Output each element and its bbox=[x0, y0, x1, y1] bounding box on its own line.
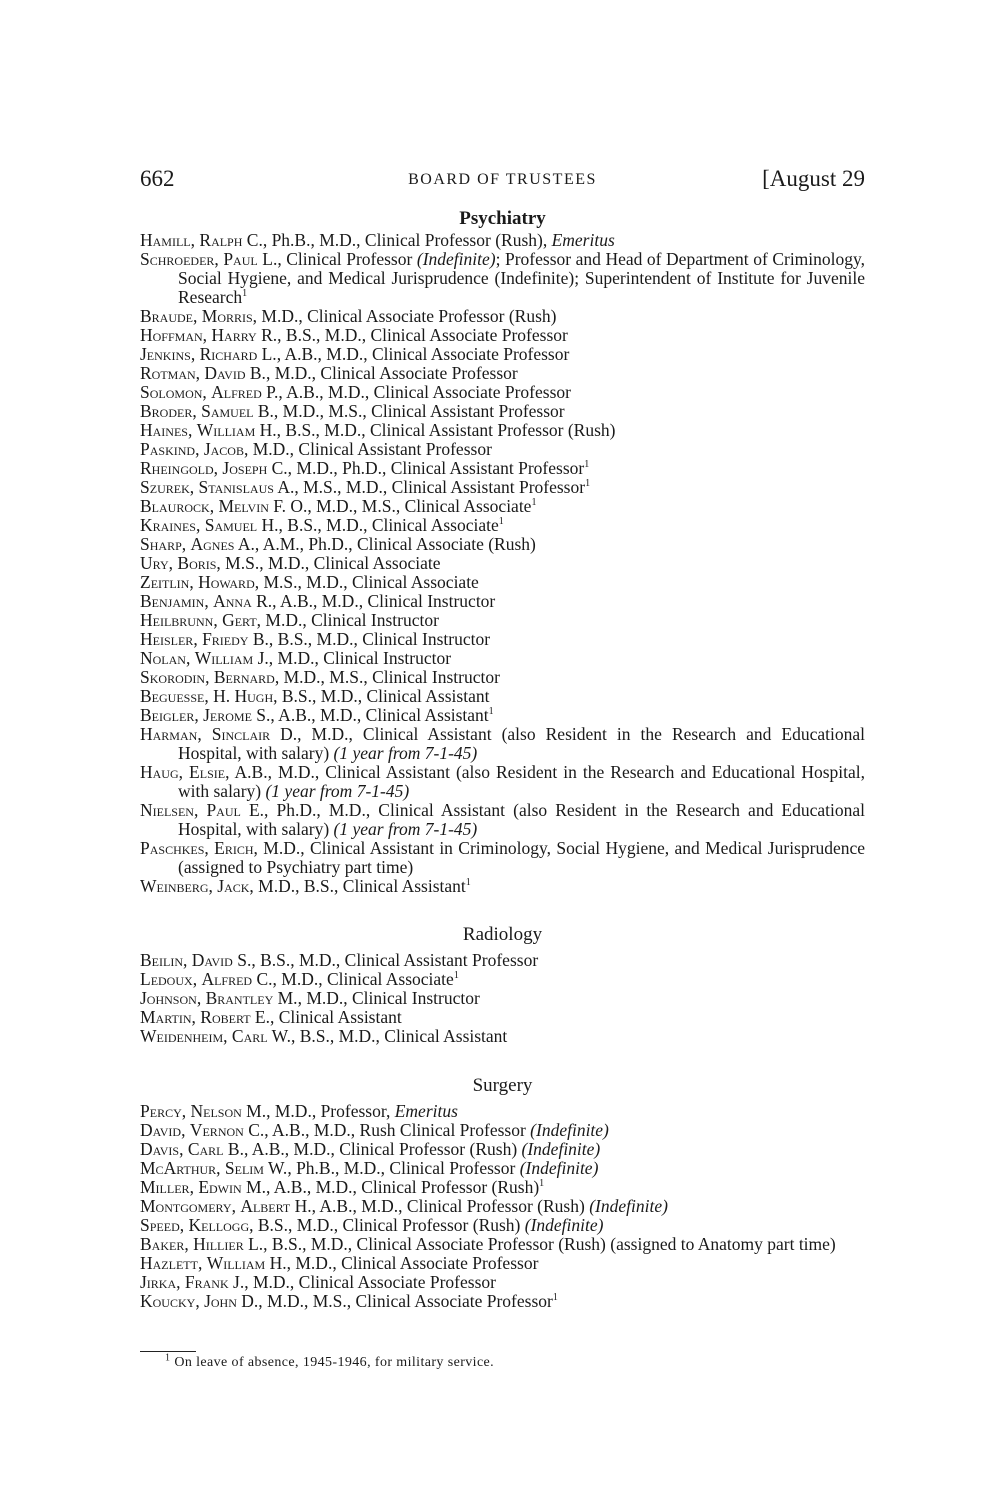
faculty-entry: Weinberg, Jack, M.D., B.S., Clinical Assistant$^1$ bbox=[140, 876, 471, 896]
faculty-entry: Miller, Edwin M., A.B., M.D., Clinical Professor (Rush)$^1$ bbox=[140, 1177, 545, 1197]
surname: Braude bbox=[140, 306, 194, 326]
page-header bbox=[140, 166, 865, 196]
given-name: Robert E. bbox=[200, 1007, 270, 1027]
entry-details: , B.S., M.D., Clinical Professor (Rush) bbox=[249, 1215, 525, 1235]
surname: Johnson bbox=[140, 988, 197, 1008]
footnote-ref: 1 bbox=[552, 1292, 558, 1304]
footnote-ref: 1 bbox=[242, 288, 248, 300]
entry-details: , A.B., M.D., Clinical Associate Professor bbox=[278, 382, 571, 402]
given-name: Vernon C. bbox=[189, 1120, 265, 1140]
faculty-entry: Szurek, Stanislaus A., M.S., M.D., Clinical Assistant Professor$^1$ bbox=[140, 477, 591, 497]
entry-details: , M.S., M.D., Clinical Assistant Professor bbox=[294, 477, 586, 497]
given-name: Carl B. bbox=[187, 1139, 244, 1159]
given-name: Alfred C. bbox=[201, 969, 273, 989]
faculty-entry: Haines, William H., B.S., M.D., Clinical Assistant Professor (Rush) bbox=[140, 420, 616, 440]
entry-details: , M.D., Clinical Associate Professor (Rush) bbox=[252, 306, 557, 326]
surname: Jenkins bbox=[140, 344, 191, 364]
given-name: John D. bbox=[204, 1291, 259, 1311]
surname: Paskind bbox=[140, 439, 196, 459]
entry-italic: (Indefinite) bbox=[524, 1215, 604, 1235]
surname: Percy bbox=[140, 1101, 182, 1121]
given-name: Jerome S. bbox=[203, 705, 271, 725]
entry-details: , A.M., Ph.D., Clinical Associate (Rush) bbox=[254, 534, 536, 554]
surname: Hazlett bbox=[140, 1253, 198, 1273]
surname: Ledoux bbox=[140, 969, 193, 989]
surname: Zeitlin bbox=[140, 572, 190, 592]
entry-italic: Emeritus bbox=[394, 1101, 458, 1121]
surname: Rheingold bbox=[140, 458, 214, 478]
given-name: Joseph C. bbox=[222, 458, 288, 478]
entry-details: , A.B., M.D., Clinical Professor (Rush) bbox=[243, 1139, 522, 1159]
given-name: Kellogg bbox=[188, 1215, 250, 1235]
footnote bbox=[165, 1352, 495, 1371]
entry-details: , M.D., M.S., Clinical Assistant Professor bbox=[273, 401, 565, 421]
given-name: Selim W. bbox=[224, 1158, 288, 1178]
faculty-list bbox=[140, 1102, 865, 1311]
entry-details: , M.D., Clinical Instructor bbox=[268, 648, 452, 668]
entry-details: , B.S., M.D., Clinical Associate Professor (Rush) (assigned to Anatomy part time) bbox=[263, 1234, 836, 1254]
faculty-entry: Heilbrunn, Gert, M.D., Clinical Instructor bbox=[140, 610, 439, 630]
entry-details: , M.D., Clinical Assistant Professor bbox=[243, 439, 492, 459]
entry-details: , M.D., Clinical Assistant in Criminology, Social Hygiene, and Medical Jurisprudence (assigned to Psychiatry part time) bbox=[178, 838, 866, 877]
faculty-entry: Rotman, David B., M.D., Clinical Associate Professor bbox=[140, 363, 518, 383]
given-name: Jack bbox=[217, 876, 250, 896]
surname: Nolan bbox=[140, 648, 186, 668]
footnote-ref: 1 bbox=[453, 970, 459, 982]
given-name: Frank J. bbox=[184, 1272, 245, 1292]
surname: Beilin bbox=[140, 950, 183, 970]
entry-details: , M.D., M.S., Clinical Associate bbox=[307, 496, 532, 516]
surname: Szurek bbox=[140, 477, 190, 497]
given-name: Friedy B. bbox=[202, 629, 269, 649]
document-body bbox=[140, 208, 865, 1311]
faculty-entry: Hamill, Ralph C., Ph.B., M.D., Clinical Professor (Rush), Emeritus bbox=[140, 230, 615, 250]
surname: Sharp bbox=[140, 534, 182, 554]
entry-italic: (Indefinite) bbox=[521, 1139, 601, 1159]
given-name: Samuel B. bbox=[201, 401, 274, 421]
entry-details: , A.B., M.D., Clinical Assistant (also Resident in the Research and Educational Hospital, with salary) bbox=[178, 762, 866, 801]
entry-details: , M.D., Professor, bbox=[266, 1101, 395, 1121]
page-number: 662 bbox=[140, 166, 175, 191]
faculty-entry: Ledoux, Alfred C., M.D., Clinical Associate$^1$ bbox=[140, 969, 459, 989]
faculty-entry: Ury, Boris, M.S., M.D., Clinical Associate bbox=[140, 553, 441, 573]
given-name: Albert H. bbox=[240, 1196, 312, 1216]
footnote-marker: 1 bbox=[165, 1352, 171, 1364]
faculty-entry: Nielsen, Paul E., Ph.D., M.D., Clinical Assistant (also Resident in the Research and Educational Hospital, with salary) (1 year from 7-1-45) bbox=[140, 800, 866, 839]
faculty-entry: Paskind, Jacob, M.D., Clinical Assistant Professor bbox=[140, 439, 492, 459]
entry-details: , M.D., Clinical Instructor bbox=[297, 988, 480, 1008]
entry-details: , B.S., M.D., Clinical Instructor bbox=[268, 629, 491, 649]
given-name: Hillier L. bbox=[193, 1234, 264, 1254]
entry-italic: (Indefinite) bbox=[589, 1196, 668, 1216]
given-name: Morris bbox=[201, 306, 253, 326]
surname: Beguesse bbox=[140, 686, 205, 706]
faculty-entry: Jirka, Frank J., M.D., Clinical Associate Professor bbox=[140, 1272, 496, 1292]
given-name: Erich bbox=[214, 838, 254, 858]
entry-italic: (Indefinite) bbox=[416, 249, 496, 269]
surname: Solomon bbox=[140, 382, 203, 402]
surname: Benjamin bbox=[140, 591, 205, 611]
given-name: Harry R. bbox=[211, 325, 278, 345]
footnote-ref: 1 bbox=[584, 459, 590, 471]
surname: Heilbrunn bbox=[140, 610, 214, 630]
surname: Miller bbox=[140, 1177, 190, 1197]
section-title: Surgery bbox=[472, 1075, 533, 1096]
footnote-ref: 1 bbox=[585, 478, 591, 490]
faculty-entry: Harman, Sinclair D., M.D., Clinical Assistant (also Resident in the Research and Educational Hospital, with salary) (1 year from 7-1-45) bbox=[140, 724, 865, 763]
faculty-entry: Benjamin, Anna R., A.B., M.D., Clinical Instructor bbox=[140, 591, 496, 611]
faculty-list bbox=[140, 951, 865, 1046]
faculty-entry: Beilin, David S., B.S., M.D., Clinical Assistant Professor bbox=[140, 950, 539, 970]
entry-details: , Ph.B., M.D., Clinical Professor (Rush), bbox=[262, 230, 552, 250]
entry-details: , M.D., Clinical Associate Professor bbox=[286, 1253, 539, 1273]
faculty-entry: Solomon, Alfred P., A.B., M.D., Clinical Associate Professor bbox=[140, 382, 571, 402]
given-name: Bernard bbox=[213, 667, 275, 687]
faculty-entry: Baker, Hillier L., B.S., M.D., Clinical Associate Professor (Rush) (assigned to Anatomy part time) bbox=[140, 1234, 836, 1254]
entry-details: , A.B., M.D., Clinical Assistant bbox=[270, 705, 489, 725]
section-surgery bbox=[140, 1075, 865, 1311]
given-name: Melvin F. O. bbox=[218, 496, 308, 516]
faculty-entry: Hoffman, Harry R., B.S., M.D., Clinical Associate Professor bbox=[140, 325, 568, 345]
faculty-entry: McArthur, Selim W., Ph.B., M.D., Clinical Professor (Indefinite) bbox=[140, 1158, 599, 1178]
faculty-entry: Zeitlin, Howard, M.S., M.D., Clinical Associate bbox=[140, 572, 479, 592]
header-date: [August 29 bbox=[762, 166, 865, 191]
given-name: Richard L. bbox=[199, 344, 277, 364]
given-name: William H. bbox=[206, 1253, 287, 1273]
faculty-entry: Martin, Robert E., Clinical Assistant bbox=[140, 1007, 402, 1027]
section-radiology bbox=[140, 924, 865, 1046]
given-name: Boris bbox=[177, 553, 217, 573]
entry-details: , M.D., Clinical Associate bbox=[272, 969, 454, 989]
entry-details: , B.S., M.D., Clinical Associate bbox=[278, 515, 499, 535]
given-name: William J. bbox=[194, 648, 269, 668]
entry-details: , M.D., M.S., Clinical Associate Professor bbox=[258, 1291, 553, 1311]
entry-italic: Emeritus bbox=[551, 230, 615, 250]
entry-details: , A.B., M.D., Clinical Associate Professor bbox=[276, 344, 570, 364]
entry-details: , Ph.B., M.D., Clinical Professor bbox=[287, 1158, 520, 1178]
given-name: Edwin M. bbox=[198, 1177, 266, 1197]
given-name: Nelson M. bbox=[190, 1101, 267, 1121]
given-name: Howard bbox=[198, 572, 255, 592]
footnote-ref: 1 bbox=[465, 877, 471, 889]
entry-details: , B.S., M.D., Clinical Assistant bbox=[273, 686, 490, 706]
surname: Ury bbox=[140, 553, 169, 573]
entry-details: , A.B., M.D., Rush Clinical Professor bbox=[264, 1120, 531, 1140]
given-name: Alfred P. bbox=[211, 382, 279, 402]
faculty-entry: Hazlett, William H., M.D., Clinical Associate Professor bbox=[140, 1253, 539, 1273]
given-name: Agnes A. bbox=[190, 534, 255, 554]
faculty-entry: Schroeder, Paul L., Clinical Professor (Indefinite); Professor and Head of Department of Criminology, Social Hygiene, and Medical Jurisprudence (Indefinite); Superintendent of Institute for Juvenile Research$^1$ bbox=[140, 249, 866, 307]
entry-details: , M.S., M.D., Clinical Associate bbox=[216, 553, 441, 573]
entry-details: , B.S., M.D., Clinical Assistant bbox=[290, 1026, 508, 1046]
faculty-entry: Paschkes, Erich, M.D., Clinical Assistant in Criminology, Social Hygiene, and Medical Jurisprudence (assigned to Psychiatry part time) bbox=[140, 838, 866, 877]
surname: Baker bbox=[140, 1234, 185, 1254]
entry-italic: (Indefinite) bbox=[530, 1120, 609, 1140]
given-name: Paul E. bbox=[206, 800, 265, 820]
given-name: Gert bbox=[222, 610, 257, 630]
faculty-entry: Montgomery, Albert H., A.B., M.D., Clinical Professor (Rush) (Indefinite) bbox=[140, 1196, 668, 1216]
faculty-entry: Sharp, Agnes A., A.M., Ph.D., Clinical Associate (Rush) bbox=[140, 534, 536, 554]
surname: Rotman bbox=[140, 363, 196, 383]
given-name: Ralph C. bbox=[199, 230, 263, 250]
faculty-entry: Koucky, John D., M.D., M.S., Clinical Associate Professor$^1$ bbox=[140, 1291, 558, 1311]
surname: Heisler bbox=[140, 629, 194, 649]
footnote-text: On leave of absence, 1945-1946, for military service. bbox=[174, 1355, 495, 1370]
footnote-ref: 1 bbox=[488, 706, 494, 718]
given-name: H. Hugh bbox=[213, 686, 274, 706]
surname: Haug bbox=[140, 762, 179, 782]
faculty-entry: Davis, Carl B., A.B., M.D., Clinical Professor (Rush) (Indefinite) bbox=[140, 1139, 601, 1159]
surname: Martin bbox=[140, 1007, 192, 1027]
surname: Broder bbox=[140, 401, 193, 421]
entry-italic: (1 year from 7-1-45) bbox=[333, 743, 478, 763]
given-name: Stanislaus A. bbox=[198, 477, 295, 497]
surname: McArthur bbox=[140, 1158, 217, 1178]
given-name: Elsie bbox=[189, 762, 226, 782]
entry-details: , M.S., M.D., Clinical Associate bbox=[254, 572, 479, 592]
faculty-entry: Haug, Elsie, A.B., M.D., Clinical Assistant (also Resident in the Research and Educational Hospital, with salary) (1 year from 7-1-45) bbox=[140, 762, 866, 801]
given-name: David B. bbox=[204, 363, 266, 383]
given-name: Paul L. bbox=[223, 249, 278, 269]
footnote-ref: 1 bbox=[531, 497, 537, 509]
given-name: Sinclair D. bbox=[211, 724, 298, 744]
faculty-entry: Nolan, William J., M.D., Clinical Instructor bbox=[140, 648, 452, 668]
entry-italic: (1 year from 7-1-45) bbox=[265, 781, 410, 801]
section-title: Radiology bbox=[462, 924, 543, 945]
faculty-entry: Blaurock, Melvin F. O., M.D., M.S., Clinical Associate$^1$ bbox=[140, 496, 537, 516]
surname: Hoffman bbox=[140, 325, 203, 345]
surname: Montgomery bbox=[140, 1196, 232, 1216]
entry-details: , A.B., M.D., Clinical Instructor bbox=[272, 591, 496, 611]
entry-details: , Ph.D., M.D., Clinical Assistant (also Resident in the Research and Educational Hospital, with salary) bbox=[178, 800, 866, 839]
surname: Paschkes bbox=[140, 838, 205, 858]
faculty-entry: Rheingold, Joseph C., M.D., Ph.D., Clinical Assistant Professor$^1$ bbox=[140, 458, 590, 478]
given-name: Brantley M. bbox=[205, 988, 298, 1008]
entry-details: , B.S., M.D., Clinical Assistant Professor bbox=[251, 950, 539, 970]
entry-details: , M.D., Ph.D., Clinical Assistant Professor bbox=[287, 458, 585, 478]
surname: Beigler bbox=[140, 705, 195, 725]
faculty-entry: Jenkins, Richard L., A.B., M.D., Clinical Associate Professor bbox=[140, 344, 570, 364]
given-name: Carl W. bbox=[231, 1026, 291, 1046]
faculty-entry: Speed, Kellogg, B.S., M.D., Clinical Professor (Rush) (Indefinite) bbox=[140, 1215, 604, 1235]
given-name: Anna R. bbox=[213, 591, 273, 611]
given-name: David S. bbox=[191, 950, 252, 970]
given-name: William H. bbox=[196, 420, 277, 440]
surname: Hamill bbox=[140, 230, 191, 250]
section-title: Psychiatry bbox=[459, 208, 546, 229]
surname: David bbox=[140, 1120, 182, 1140]
entry-details: , B.S., M.D., Clinical Associate Professor bbox=[277, 325, 568, 345]
entry-details: , M.D., Clinical Assistant (also Resident in the Research and Educational Hospital, with salary) bbox=[178, 724, 865, 763]
entry-details: , M.D., Clinical Associate Professor bbox=[265, 363, 518, 383]
surname: Speed bbox=[140, 1215, 180, 1235]
entry-continuation: ; Professor and Head of Department of Criminology, Social Hygiene, and Medical Jurisprudence (Indefinite); Superintendent of Institute for Juvenile Research bbox=[178, 249, 866, 307]
faculty-entry: David, Vernon C., A.B., M.D., Rush Clinical Professor (Indefinite) bbox=[140, 1120, 609, 1140]
faculty-entry: Weidenheim, Carl W., B.S., M.D., Clinical Assistant bbox=[140, 1026, 508, 1046]
entry-details: , A.B., M.D., Clinical Professor (Rush) bbox=[265, 1177, 540, 1197]
entry-details: , Clinical Professor bbox=[277, 249, 417, 269]
entry-details: , M.D., Clinical Instructor bbox=[256, 610, 439, 630]
surname: Weidenheim bbox=[140, 1026, 224, 1046]
faculty-entry: Percy, Nelson M., M.D., Professor, Emeritus bbox=[140, 1101, 458, 1121]
surname: Koucky bbox=[140, 1291, 196, 1311]
faculty-entry: Skorodin, Bernard, M.D., M.S., Clinical Instructor bbox=[140, 667, 500, 687]
entry-details: , M.D., Clinical Associate Professor bbox=[244, 1272, 496, 1292]
faculty-entry: Beguesse, H. Hugh, B.S., M.D., Clinical Assistant bbox=[140, 686, 490, 706]
faculty-entry: Beigler, Jerome S., A.B., M.D., Clinical Assistant$^1$ bbox=[140, 705, 494, 725]
given-name: Samuel H. bbox=[204, 515, 279, 535]
faculty-entry: Heisler, Friedy B., B.S., M.D., Clinical Instructor bbox=[140, 629, 491, 649]
entry-details: , M.D., M.S., Clinical Instructor bbox=[274, 667, 500, 687]
surname: Schroeder bbox=[140, 249, 215, 269]
faculty-entry: Kraines, Samuel H., B.S., M.D., Clinical Associate$^1$ bbox=[140, 515, 504, 535]
footnote-ref: 1 bbox=[539, 1178, 545, 1190]
entry-italic: (Indefinite) bbox=[519, 1158, 599, 1178]
faculty-list bbox=[140, 231, 865, 896]
entry-details: , A.B., M.D., Clinical Professor (Rush) bbox=[311, 1196, 590, 1216]
section-psychiatry bbox=[140, 208, 865, 896]
faculty-entry: Broder, Samuel B., M.D., M.S., Clinical Assistant Professor bbox=[140, 401, 565, 421]
entry-details: , B.S., M.D., Clinical Assistant Professor (Rush) bbox=[276, 420, 616, 440]
faculty-entry: Johnson, Brantley M., M.D., Clinical Instructor bbox=[140, 988, 480, 1008]
surname: Davis bbox=[140, 1139, 180, 1159]
entry-details: , Clinical Assistant bbox=[270, 1007, 402, 1027]
surname: Kraines bbox=[140, 515, 196, 535]
surname: Harman bbox=[140, 724, 198, 744]
surname: Nielsen bbox=[140, 800, 194, 820]
surname: Weinberg bbox=[140, 876, 209, 896]
entry-details: , M.D., B.S., Clinical Assistant bbox=[249, 876, 466, 896]
surname: Skorodin bbox=[140, 667, 206, 687]
surname: Blaurock bbox=[140, 496, 210, 516]
surname: Haines bbox=[140, 420, 188, 440]
faculty-entry: Braude, Morris, M.D., Clinical Associate Professor (Rush) bbox=[140, 306, 557, 326]
footnote-ref: 1 bbox=[498, 516, 504, 528]
given-name: Jacob bbox=[203, 439, 244, 459]
entry-italic: (1 year from 7-1-45) bbox=[333, 819, 478, 839]
running-title: BOARD OF TRUSTEES bbox=[408, 171, 597, 188]
surname: Jirka bbox=[140, 1272, 177, 1292]
